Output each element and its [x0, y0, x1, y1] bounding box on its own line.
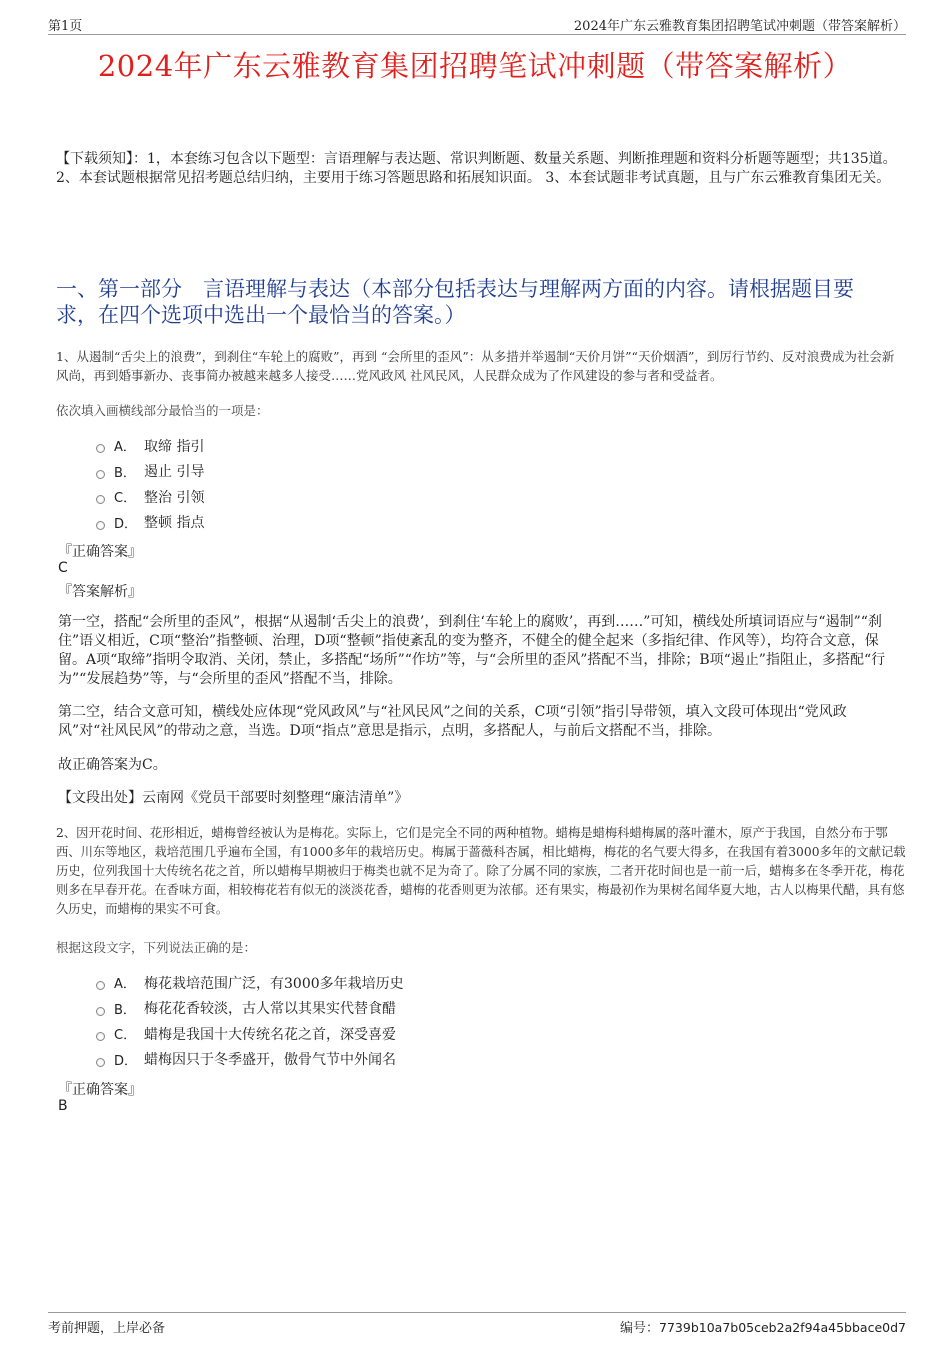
document-title: 2024年广东云雅教育集团招聘笔试冲刺题（带答案解析） [97, 49, 853, 83]
question-1-option-a[interactable]: A． 取缔 指引 [96, 433, 204, 459]
question-2-options [96, 970, 404, 1072]
question-2-stem: 2、因开花时间、花形相近，蜡梅曾经被认为是梅花。实际上，它们是完全不同的两种植物。蜡梅是蜡梅科蜡梅属的落叶灌木，原产于我国，自然分布于鄂西、川东等地区，栽培范围几乎遍布全国，有1000多年的栽培历史。梅属于蔷薇科杏属，相比蜡梅，梅花的名气要大得多，在我国有着3000多年的文献记载历史，位列我国十大传统名花之首，所以蜡梅早期被归于梅类也就不足为奇了。除了分属不同的家族，二者开花时间也是一前一后，蜡梅多在冬季开花，梅花则多在早春开花。在香味方面，相较梅花若有似无的淡淡花香，蜡梅的花香则更为浓郁。还有果实，梅最初作为果树名闻华夏大地，古人以梅果代醋，具有悠久历史，而蜡梅的果实不可食。 [56, 826, 906, 916]
question-2-option-d[interactable]: D． 蜡梅因只于冬季盛开，傲骨气节中外闻名 [96, 1047, 404, 1073]
question-2-answer-label: 『正确答案』 [58, 1082, 142, 1098]
question-1-prompt: 依次填入画横线部分最恰当的一项是： [56, 403, 269, 418]
radio-button-icon[interactable] [96, 470, 105, 479]
page-number: 第1页 [48, 19, 83, 34]
footer-code-value: 7739b10a7b05ceb2a2f94a45bbace0d7 [659, 1320, 906, 1335]
page-footer [48, 1312, 906, 1335]
question-2-prompt: 根据这段文字，下列说法正确的是： [56, 940, 257, 955]
question-2-answer: B [58, 1098, 68, 1114]
radio-button-icon[interactable] [96, 1058, 105, 1067]
question-1-answer: C [58, 560, 68, 576]
section-heading: 一、第一部分 言语理解与表达（本部分包括表达与理解两方面的内容。请根据题目要求，在四个选项中选出一个最恰当的答案。） [56, 277, 854, 327]
question-1-answer-label: 『正确答案』 [58, 544, 142, 560]
question-1-analysis-p2: 第二空，结合文意可知，横线处应体现“党风政风”与“社风民风”之间的关系，C项“引领”指引导带领，填入文段可体现出“党风政风”对“社风民风”的带动之意，当选。D项“指点”意思是指示，点明，多搭配人，与前后文搭配不当，排除。 [58, 704, 847, 739]
question-1-options [96, 433, 204, 535]
question-1-option-b[interactable]: B． 遏止 引导 [96, 459, 204, 485]
question-1-analysis-label: 『答案解析』 [58, 584, 142, 600]
question-1-option-d[interactable]: D． 整顿 指点 [96, 510, 204, 536]
footer-slogan: 考前押题，上岸必备 [48, 1321, 166, 1336]
footer-code-label: 编号： [620, 1321, 660, 1336]
question-1-conclusion: 故正确答案为C。 [58, 757, 167, 773]
page-header [48, 14, 906, 35]
download-notice: 【下载须知】：1，本套练习包含以下题型：言语理解与表达题、常识判断题、数量关系题、判断推理题和资料分析题等题型；共135道。 2、本套试题根据常见招考题总结归纳，主要用于练习答题思路和拓展知识面。 3、本套试题非考试真题，且与广东云雅教育集团无关。 [56, 151, 897, 186]
question-1-analysis-p1: 第一空，搭配“会所里的歪风”，根据“从遏制‘舌尖上的浪费’，到刹住‘车轮上的腐败’，再到……”可知，横线处所填词语应与“遏制”“刹住”语义相近，C项“整治”指整顿、治理，D项“整顿”指使紊乱的变为整齐，不健全的健全起来（多指纪律、作风等），均符合文意，保留。A项“取缔”指明令取消、关闭，禁止，多搭配“场所”“作坊”等，与“会所里的歪风”搭配不当，排除；B项“遏止”指阻止，多搭配“行为”“发展趋势”等，与“会所里的歪风”搭配不当，排除。 [58, 614, 886, 687]
question-2-option-a[interactable]: A． 梅花栽培范围广泛，有3000多年栽培历史 [96, 970, 404, 996]
question-1-stem: 1、从遏制“舌尖上的浪费”，到刹住“车轮上的腐败”，再到 “会所里的歪风”：从多措并举遏制“天价月饼”“天价烟酒”，到厉行节约、反对浪费成为社会新风尚，再到婚事新办、丧事简办被越来越多人接受……党风政风 社风民风，人民群众成为了作风建设的参与者和受益者。 [56, 349, 895, 383]
question-1-option-c[interactable]: C． 整治 引领 [96, 484, 204, 510]
radio-button-icon[interactable] [96, 1007, 105, 1016]
radio-button-icon[interactable] [96, 981, 105, 990]
radio-button-icon[interactable] [96, 444, 105, 453]
question-1-source: 【文段出处】云南网《党员干部要时刻整理“廉洁清单”》 [58, 790, 409, 806]
question-2-option-b[interactable]: B． 梅花花香较淡，古人常以其果实代替食醋 [96, 996, 404, 1022]
radio-button-icon[interactable] [96, 495, 105, 504]
footer-code [620, 1317, 906, 1336]
header-doc-title: 2024年广东云雅教育集团招聘笔试冲刺题（带答案解析） [573, 19, 906, 34]
question-2-option-c[interactable]: C． 蜡梅是我国十大传统名花之首，深受喜爱 [96, 1021, 404, 1047]
radio-button-icon[interactable] [96, 521, 105, 530]
radio-button-icon[interactable] [96, 1032, 105, 1041]
